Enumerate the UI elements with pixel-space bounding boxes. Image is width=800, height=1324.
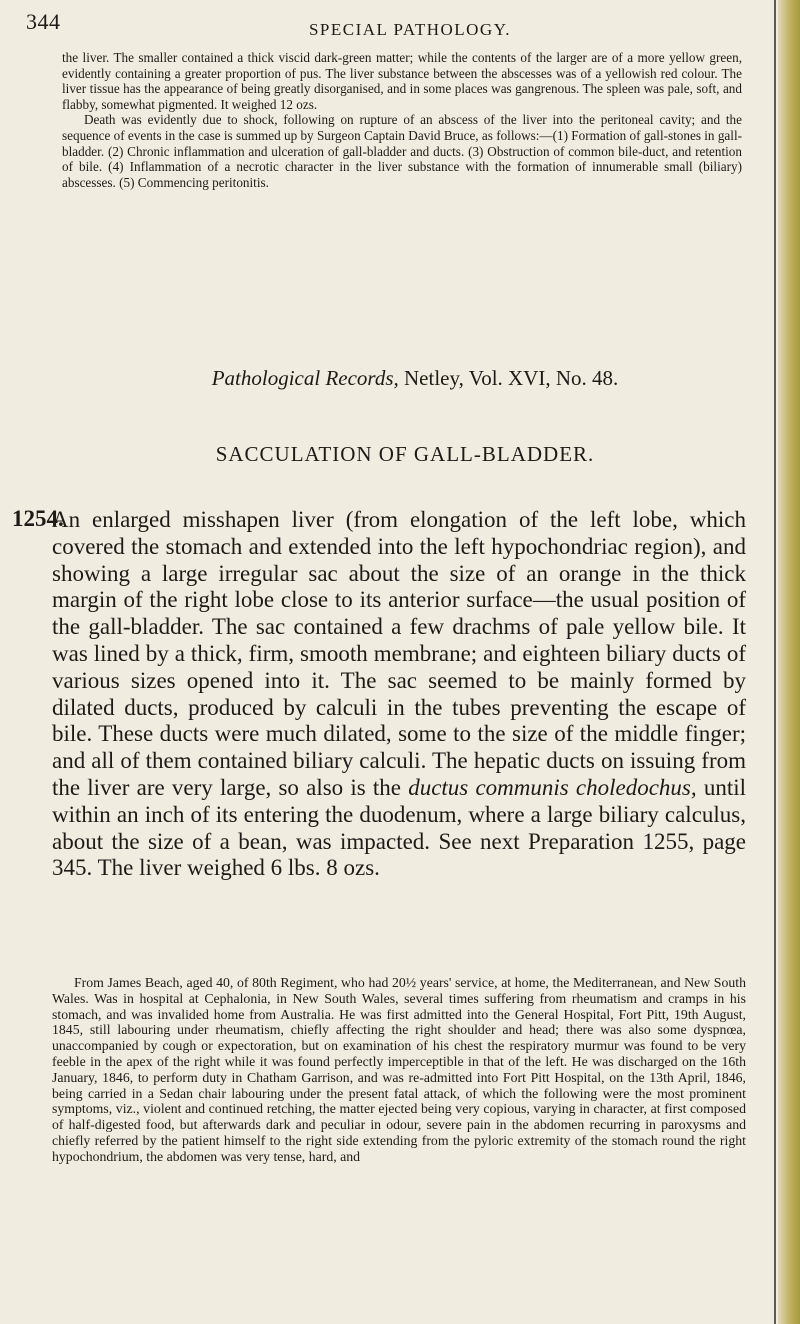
citation	[0, 366, 800, 391]
page-binding-edge	[778, 0, 800, 1324]
section-title: SACCULATION OF GALL-BLADDER.	[215, 442, 595, 466]
running-head: SPECIAL PATHOLOGY.	[308, 20, 512, 39]
page-gutter-line	[774, 0, 776, 1324]
specimen-paragraph	[52, 507, 746, 882]
citation-source: Pathological Records,	[211, 366, 399, 390]
specimen-text-part-1: An enlarged misshapen liver (from elongation of the left lobe, which covered the stomach and extended into the left hypochondriac region), and showing a large irregular sac about the size of an orange in the thick margin of the right lobe close to its anterior surface—the usual position of the gall-bladder. The sac contained a few drachms of pale yellow bile. It was lined by a thick, firm, smooth membrane; and eighteen biliary ducts of various sizes opened into it. The sac seemed to be mainly formed by dilated ducts, produced by calculi in the tubes preventing the escape of bile. These ducts were much dilated, some to the size of the middle finger; and all of them contained biliary calculi. The hepatic ducts on issuing from the liver are very large, so also is the	[52, 507, 746, 800]
citation-reference: Netley, Vol. XVI, No. 48.	[398, 366, 619, 390]
previous-case-text	[62, 50, 742, 190]
case-history	[52, 975, 746, 1165]
intro-paragraph-2: Death was evidently due to shock, following on rupture of an abscess of the liver into the peritoneal cavity; and the sequence of events in the case is summed up by Surgeon Captain David Bruce, as follows:—(1) Formation of gall-stones in gall-bladder. (2) Chronic inflammation and ulceration of gall-bladder and ducts. (3) Obstruction of common bile-duct, and retention of bile. (4) Inflammation of a necrotic character in the liver substance with the formation of innumerable small (biliary) abscesses. (5) Commencing peritonitis.	[62, 112, 742, 190]
page-number: 344	[26, 9, 61, 34]
specimen-text-part-2: until within an inch of its entering the duodenum, where a large biliary calculus, about the size of a bean, was impacted. See next Preparation 1255, page 345. The liver weighed 6 lbs. 8 ozs.	[52, 774, 747, 881]
case-history-paragraph: From James Beach, aged 40, of 80th Regiment, who had 20½ years' service, at home, the Mediterranean, and New South Wales. Was in hospital at Cephalonia, in New South Wales, several times suffering from rheumatism and cramps in his stomach, and was invalided home from Australia. He was first admitted into the General Hospital, Fort Pitt, 19th August, 1845, still labouring under rheumatism, chiefly affecting the right shoulder and head; there was also some dyspnœa, unaccompanied by cough or expectoration, but on examination of his chest the respiratory murmur was found to be very feeble in the apex of the right while it was found perfectly imperceptible in that of the left. He was discharged on the 16th January, 1846, to perform duty in Chatham Garrison, and was re-admitted into Fort Pitt Hospital, on the 13th April, 1846, being carried in a Sedan chair labouring under the present fatal attack, of which the following were the most prominent symptoms, viz., violent and continued retching, the matter ejected being very copious, varying in character, at first composed of half-digested food, but afterwards dark and peculiar in odour, severe pain in the abdomen recurring in paroxysms and chiefly referred by the patient himself to the right side extending from the pyloric extremity of the stomach round the right hypochondrium, the abdomen was very tense, hard, and	[52, 975, 746, 1164]
specimen-description	[52, 507, 746, 882]
specimen-number: 1254.	[12, 506, 64, 531]
intro-paragraph-1: the liver. The smaller contained a thick viscid dark-green matter; while the contents of the larger are of a more yellow green, evidently containing a greater proportion of pus. The liver substance between the abscesses was of a yellowish red colour. The liver tissue has the appearance of being greatly disorganised, and in some places was gangrenous. The spleen was pale, soft, and flabby, somewhat pigmented. It weighed 12 ozs.	[62, 50, 742, 112]
specimen-text-italic: ductus communis choledochus,	[408, 774, 697, 800]
